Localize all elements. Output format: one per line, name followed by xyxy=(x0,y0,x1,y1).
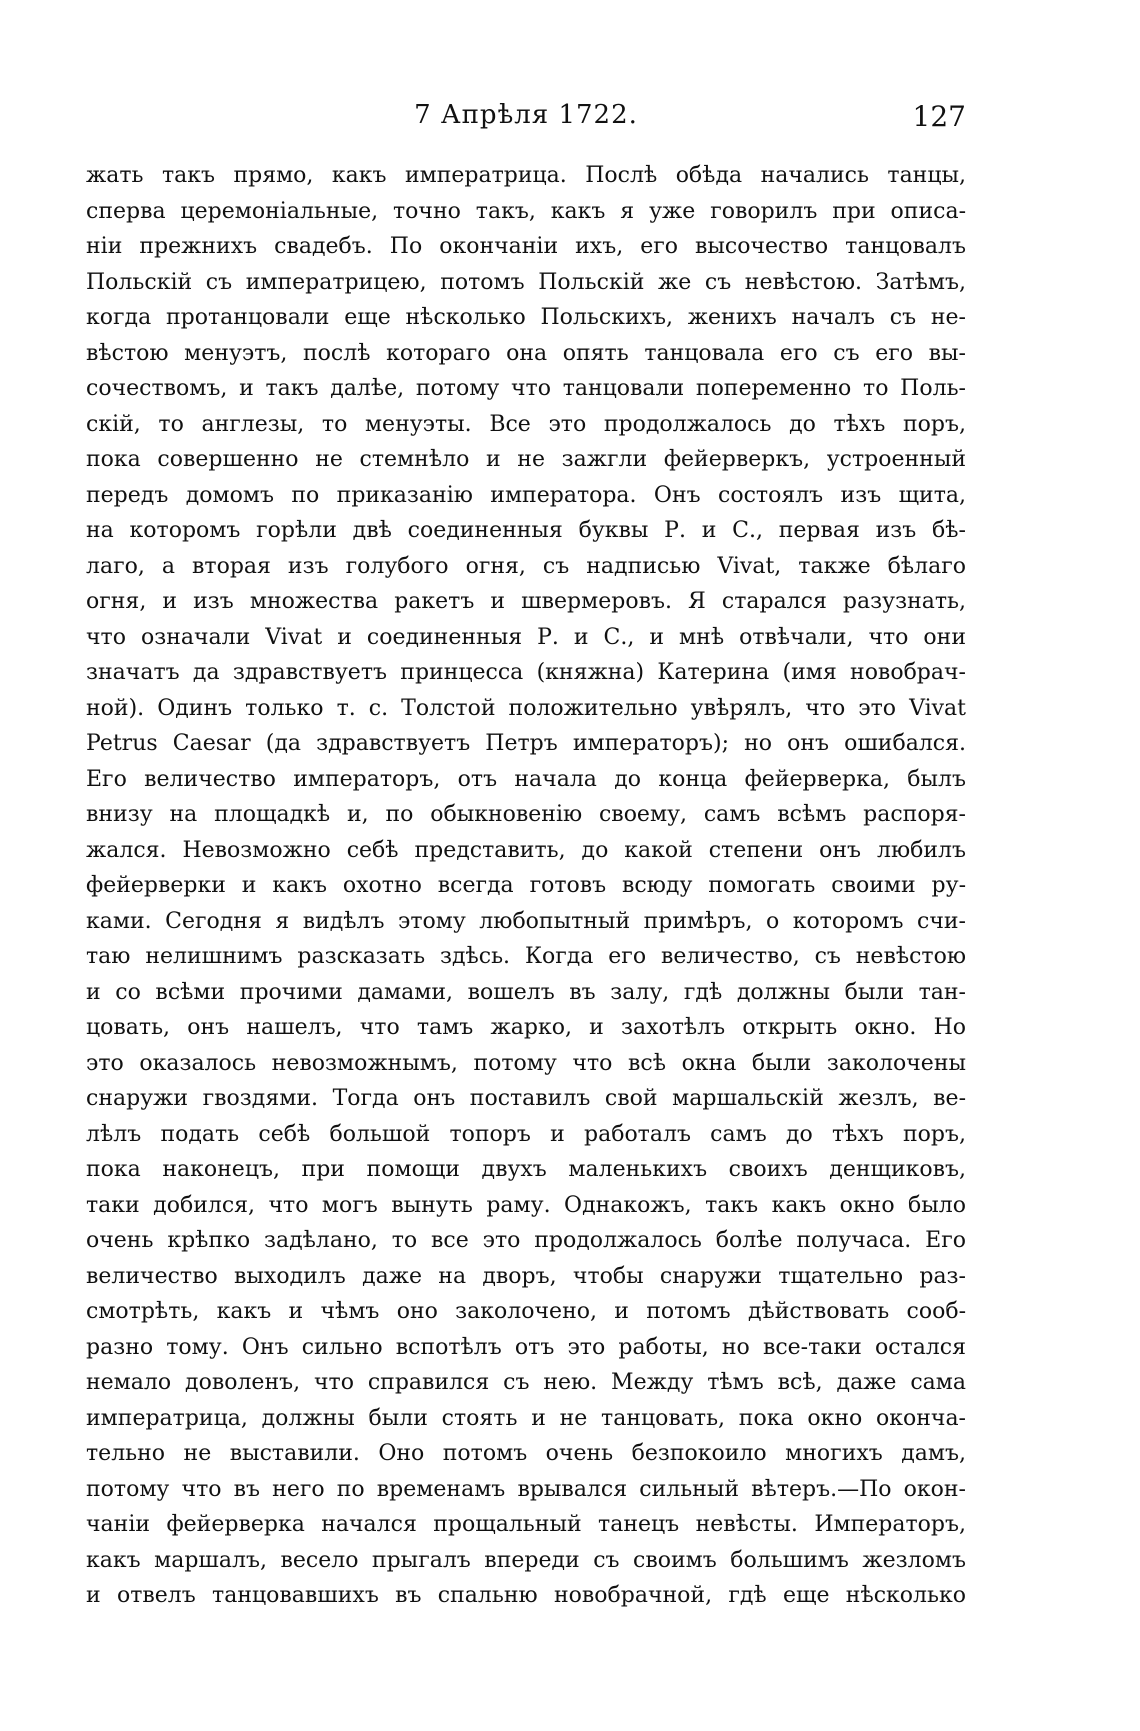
text-line: вѣстою менуэтъ, послѣ котораго она опять танцовала его съ его вы- xyxy=(86,340,966,366)
text-line: ной). Одинъ только т. с. Толстой положительно увѣрялъ, что это Vivat xyxy=(86,695,966,721)
text-line: разно тому. Онъ сильно вспотѣлъ отъ это работы, но все-таки остался xyxy=(86,1334,966,1360)
text-line: ніи прежнихъ свадебъ. По окончаніи ихъ, его высочество танцовалъ xyxy=(86,234,966,259)
running-head: 7 Апрѣля 1722. xyxy=(414,100,638,130)
text-line: таю нелишнимъ разсказать здѣсь. Когда его величество, съ невѣстою xyxy=(86,944,966,969)
text-line: значатъ да здравствуетъ принцесса (княжна) Катерина (имя новобрач- xyxy=(86,660,966,685)
text-line: ками. Сегодня я видѣлъ этому любопытный примѣръ, о которомъ счи- xyxy=(86,908,966,934)
text-line: Его величество императоръ, отъ начала до конца фейерверка, былъ xyxy=(86,766,966,792)
text-line: внизу на площадкѣ и, по обыкновенію своему, самъ всѣмъ распоря- xyxy=(86,802,966,827)
text-line: на которомъ горѣли двѣ соединенныя буквы Р. и С., первая изъ бѣ- xyxy=(86,518,966,543)
text-line: огня, и изъ множества ракетъ и швермеровъ. Я старался разузнать, xyxy=(86,589,966,614)
text-line: передъ домомъ по приказанію императора. Онъ состоялъ изъ щита, xyxy=(86,482,966,508)
text-line: цовать, онъ нашелъ, что тамъ жарко, и захотѣлъ открыть окно. Но xyxy=(86,1015,966,1040)
text-line: пока совершенно не стемнѣло и не зажгли фейерверкъ, устроенный xyxy=(86,447,966,472)
text-line: императрица, должны были стоять и не танцовать, пока окно оконча- xyxy=(86,1405,966,1431)
text-line: что означали Vivat и соединенныя Р. и С., и мнѣ отвѣчали, что они xyxy=(86,624,966,650)
page-number: 127 xyxy=(912,100,966,133)
text-line: очень крѣпко задѣлано, то все это продолжалось болѣе получаса. Его xyxy=(86,1228,966,1253)
text-line: скій, то англезы, то менуэты. Все это продолжалось до тѣхъ поръ, xyxy=(86,411,966,437)
text-line: немало доволенъ, что справился съ нею. Между тѣмъ всѣ, даже сама xyxy=(86,1370,966,1395)
text-line: Польскій съ императрицею, потомъ Польскій же съ невѣстою. Затѣмъ, xyxy=(86,269,966,295)
text-line: Petrus Caesar (да здравствуетъ Петръ императоръ); но онъ ошибался. xyxy=(86,731,966,756)
text-line: сочествомъ, и такъ далѣе, потому что танцовали попеременно то Поль- xyxy=(86,376,966,401)
page-header xyxy=(86,100,966,148)
text-line: чаніи фейерверка начался прощальный танецъ невѣсты. Императоръ, xyxy=(86,1512,966,1537)
text-line: когда протанцовали еще нѣсколько Польскихъ, женихъ началъ съ не- xyxy=(86,305,966,330)
text-line: таки добился, что могъ вынуть раму. Однакожъ, такъ какъ окно было xyxy=(86,1192,966,1218)
text-line: тельно не выставили. Оно потомъ очень безпокоило многихъ дамъ, xyxy=(86,1441,966,1466)
text-line: и отвелъ танцовавшихъ въ спальню новобрачной, гдѣ еще нѣсколько xyxy=(86,1583,966,1608)
text-line: потому что въ него по временамъ врывался сильный вѣтеръ.—По окон- xyxy=(86,1476,966,1502)
text-line: лѣлъ подать себѣ большой топоръ и работалъ самъ до тѣхъ поръ, xyxy=(86,1121,966,1147)
text-line: это оказалось невозможнымъ, потому что всѣ окна были заколочены xyxy=(86,1050,966,1076)
text-line: пока наконецъ, при помощи двухъ маленькихъ своихъ денщиковъ, xyxy=(86,1157,966,1182)
body-text xyxy=(86,158,966,1614)
text-line: жать такъ прямо, какъ императрица. Послѣ обѣда начались танцы, xyxy=(86,163,966,188)
text-line: величество выходилъ даже на дворъ, чтобы снаружи тщательно раз- xyxy=(86,1263,966,1289)
text-line: снаружи гвоздями. Тогда онъ поставилъ свой маршальскій жезлъ, ве- xyxy=(86,1086,966,1111)
text-line: какъ маршалъ, весело прыгалъ впереди съ своимъ большимъ жезломъ xyxy=(86,1547,966,1573)
text-line: фейерверки и какъ охотно всегда готовъ всюду помогать своими ру- xyxy=(86,873,966,898)
text-line: жался. Невозможно себѣ представить, до какой степени онъ любилъ xyxy=(86,837,966,863)
text-line: лаго, а вторая изъ голубого огня, съ надписью Vivat, также бѣлаго xyxy=(86,553,966,579)
text-line: и со всѣми прочими дамами, вошелъ въ залу, гдѣ должны были тан- xyxy=(86,979,966,1005)
text-line: смотрѣть, какъ и чѣмъ оно заколочено, и потомъ дѣйствовать сооб- xyxy=(86,1299,966,1324)
text-line: сперва церемоніальные, точно такъ, какъ я уже говорилъ при описа- xyxy=(86,198,966,224)
